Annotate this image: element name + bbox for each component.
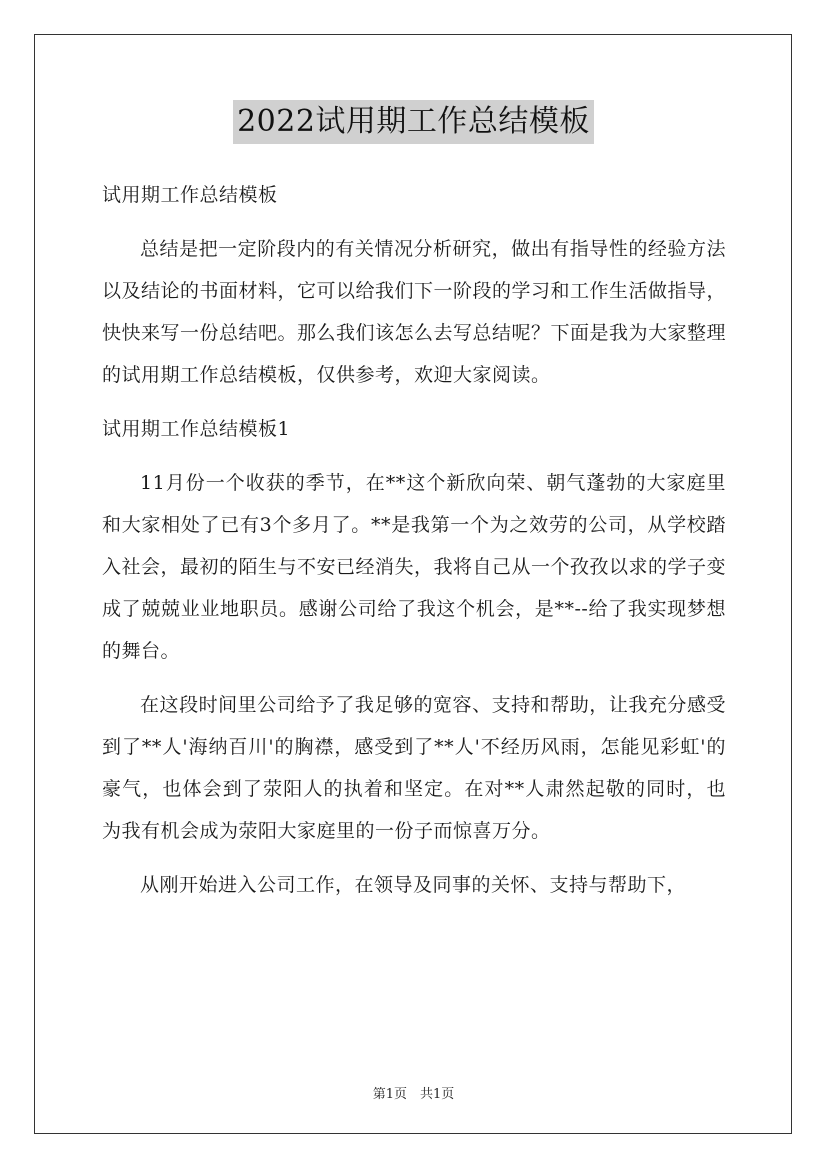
section-heading: 试用期工作总结模板1 [102,418,291,440]
title-wrap [0,100,827,144]
paragraph: 从刚开始进入公司工作，在领导及同事的关怀、支持与帮助下， [140,874,687,896]
page-footer: 第1页 共1页 [372,1087,455,1102]
document-title: 2022试用期工作总结模板 [233,100,594,144]
paragraph: 总结是把一定阶段内的有关情况分析研究，做出有指导性的经验方法以及结论的书面材料，它可以给我们下一阶段的学习和工作生活做指导，快快来写一份总结吧。那么我们该怎么去写总结呢？下面是我为大家整理的试用期工作总结模板，仅供参考，欢迎大家阅读。 [102,238,727,386]
section-heading: 试用期工作总结模板 [102,184,278,206]
document-body [102,174,726,918]
paragraph: 11月份一个收获的季节，在**这个新欣向荣、朝气蓬勃的大家庭里和大家相处了已有3个多月了。**是我第一个为之效劳的公司，从学校踏入社会，最初的陌生与不安已经消失，我将自己从一个孜孜以求的学子变成了兢兢业业地职员。感谢公司给了我这个机会，是**--给了我实现梦想的舞台。 [102,472,727,662]
paragraph: 在这段时间里公司给予了我足够的宽容、支持和帮助，让我充分感受到了**人'海纳百川'的胸襟，感受到了**人'不经历风雨，怎能见彩虹'的豪气，也体会到了荥阳人的执着和坚定。在对**人肃然起敬的同时，也为我有机会成为荥阳大家庭里的一份子而惊喜万分。 [102,694,726,842]
